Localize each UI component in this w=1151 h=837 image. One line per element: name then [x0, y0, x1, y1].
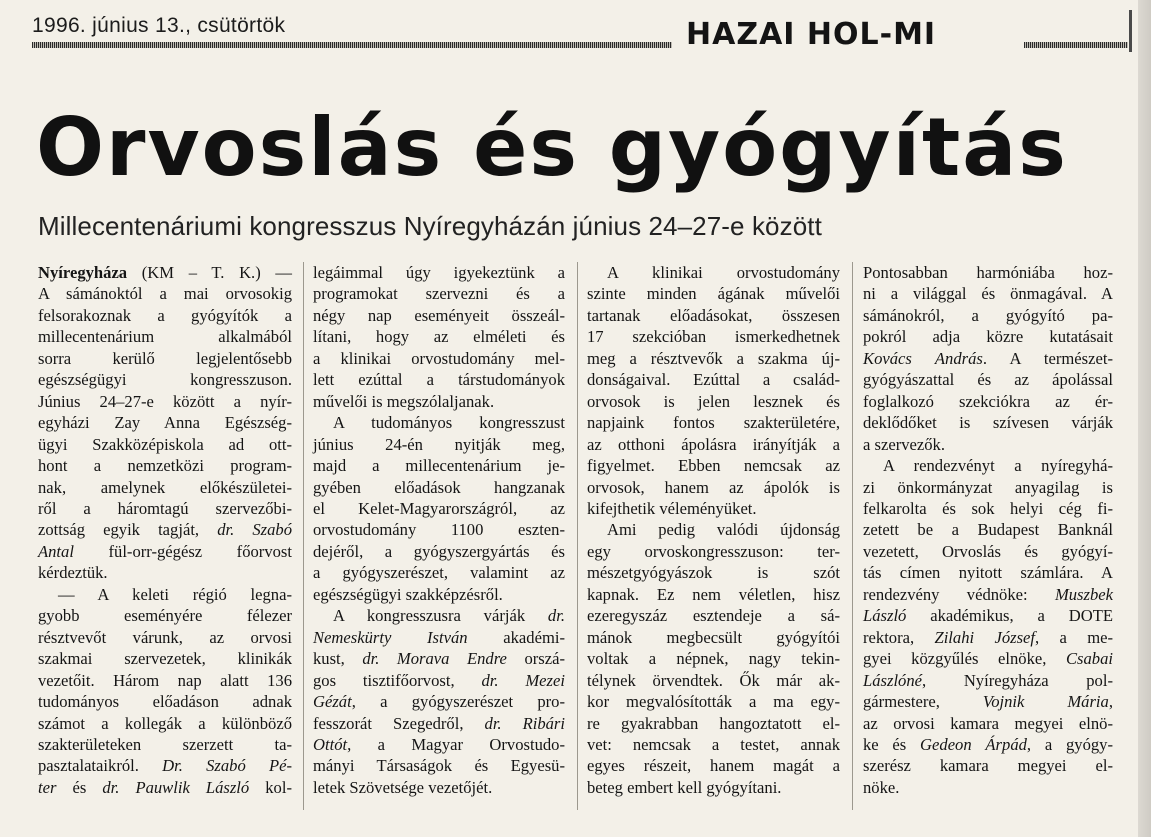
article-column-1	[38, 262, 292, 798]
article-text-line: dejéről, a gyógyszergyártás és	[313, 541, 565, 561]
article-text-line: Antal fül-orr-gégész főorvost	[38, 541, 292, 561]
article-text-line: A klinikai orvostudomány	[607, 263, 840, 282]
article-text-line: rendezvény védnöke: Muszbek	[863, 584, 1113, 604]
article-text-line: vet: nemcsak a testet, annak	[587, 734, 840, 754]
article-text-line: gyógyászattal és az ápolással	[863, 370, 1113, 390]
article-text-line: zetett be a Budapest Banknál	[863, 520, 1113, 540]
article-text-line: László akadémikus, a DOTE	[863, 606, 1113, 626]
article-text-line: Gézát, a gyógyszerészet pro-	[313, 692, 565, 712]
article-text-line: kapnak. Ez nem véletlen, hisz	[587, 584, 840, 604]
article-text-line: re gyakrabban hangoztatott el-	[587, 713, 840, 733]
article-text-line: A tudományos kongresszust	[333, 413, 565, 433]
article-text-line: letek Szövetsége vezetőjét.	[313, 777, 493, 797]
article-text-line: sorra kerülő legjelentősebb	[38, 348, 292, 368]
article-text-line: szakterületeken szerzett ta-	[38, 734, 292, 754]
article-text-line: tudományos előadáson adnak	[38, 692, 292, 712]
article-text-line: meg a résztvevők a szakma új-	[587, 348, 840, 368]
article-text-line: beteg embert kell gyógyítani.	[587, 777, 782, 797]
article-text-line: — A keleti régió legna-	[58, 584, 292, 604]
article-text-line: kifejthetik véleményüket.	[587, 498, 757, 518]
article-text-line: a gyógyszerészet, valamint az	[313, 563, 565, 583]
article-text-line: nöke.	[863, 777, 900, 797]
article-text-line: pasztalataikról. Dr. Szabó Pé-	[38, 756, 292, 776]
article-text-line: ter és dr. Pauwlik László kol-	[38, 777, 292, 797]
article-text-line: gos tisztifőorvost, dr. Mezei	[313, 670, 565, 690]
article-text-line: programokat szervezni és a	[313, 284, 565, 304]
article-text-line: vezetőit. Három nap alatt 136	[38, 670, 292, 690]
article-text-line: egészségügyi szakképzésről.	[313, 584, 503, 604]
article-text-line: Lászlóné, Nyíregyháza pol-	[863, 670, 1113, 690]
article-text-line: négy nap eseményeit összeál-	[313, 305, 565, 325]
article-text-line: művelői is megszólaljanak.	[313, 391, 495, 411]
column-divider	[303, 262, 304, 810]
article-text-line: gármestere, Vojnik Mária,	[863, 692, 1113, 712]
article-text-line: rektora, Zilahi József, a me-	[863, 627, 1113, 647]
article-text-line: donságaival. Ezúttal a család-	[587, 370, 840, 390]
article-text-line: voltak a népnek, nagy tekin-	[587, 649, 840, 669]
article-text-line: orvosok is jelen lesznek és	[587, 391, 840, 411]
article-text-line: mészetgyógyászok is szót	[587, 563, 840, 583]
article-text-line: el Kelet-Magyarországról, az	[313, 498, 565, 518]
article-text-line: szinte minden ágának művelői	[587, 284, 840, 304]
article-text-line: tartanak előadásokat, összesen	[587, 305, 840, 325]
article-text-line: fesszorát Szegedről, dr. Ribári	[313, 713, 566, 733]
article-text-line: millecentenárium alkalmából	[38, 327, 292, 347]
article-text-line: hont a nemzetközi program-	[38, 456, 292, 476]
article-text-line: egyházi Zay Anna Egészség-	[38, 413, 292, 433]
article-text-line: Június 24–27-e között a nyír-	[38, 391, 292, 411]
article-subheadline: Millecentenáriumi kongresszus Nyíregyházán június 24–27-e között	[38, 211, 822, 241]
article-text-line: ni a világgal és önmagával. A	[863, 284, 1113, 304]
article-headline: Orvoslás és gyógyítás	[36, 101, 1068, 194]
article-text-line: szerész kamara megyei el-	[863, 756, 1113, 776]
section-title: HAZAI HOL-MI	[686, 17, 937, 52]
article-text-line: az otthoni ápolásra irányítják a	[587, 434, 840, 454]
article-text-line: nak, amelynek előkészületei-	[38, 477, 292, 497]
article-text-line: pokról adja közre kutatásait	[863, 327, 1113, 347]
article-text-line: mányi Társaságok és Egyesü-	[313, 756, 565, 776]
article-text-line: felsorakoznak a gyógyítók a	[38, 305, 292, 325]
article-text-line: kérdeztük.	[38, 563, 108, 583]
article-text-line: gyobb eseményére félezer	[38, 606, 292, 626]
article-text-line: napjaink fontos szakterületére,	[587, 413, 840, 433]
article-text-line: legáimmal úgy igyekeztünk a	[313, 263, 565, 282]
article-text-line: ke és Gedeon Árpád, a gyógy-	[863, 734, 1113, 754]
article-text-line: az orvosi kamara megyei elnö-	[863, 713, 1113, 733]
article-text-line: lett ezúttal a társtudományok	[313, 370, 565, 390]
article-text-line: számot a kollegák a különböző	[38, 713, 292, 733]
article-text-line: szakmai szervezetek, klinikák	[38, 649, 292, 669]
article-text-line: június 24-én nyitják meg,	[313, 434, 565, 454]
article-text-line: Nyíregyháza (KM – T. K.) —	[38, 263, 292, 282]
article-text-line: Kovács András. A természet-	[863, 348, 1113, 368]
article-text-line: zi önkormányzat anyagilag is	[863, 477, 1113, 497]
article-text-line: egy orvoskongresszuson: ter-	[587, 541, 840, 561]
article-text-line: foglalkozó szekciókra az ér-	[863, 391, 1113, 411]
article-column-3	[587, 262, 840, 798]
article-text-line: egyes részeit, hanem magát a	[587, 756, 840, 776]
header-vertical-rule	[1129, 10, 1132, 52]
header-rule-left	[32, 42, 672, 48]
article-text-line: Pontosabban harmóniába hoz-	[863, 263, 1113, 282]
article-text-line: kust, dr. Morava Endre orszá-	[313, 649, 565, 669]
article-text-line: felkarolta és sok helyi cég fi-	[863, 498, 1113, 518]
article-text-line: kor megvalósították a ma egy-	[587, 692, 840, 712]
article-text-line: lítani, hogy az elméleti és	[313, 327, 565, 347]
article-text-line: orvosok, hanem az ápolók is	[587, 477, 840, 497]
article-column-4	[863, 262, 1113, 798]
article-text-line: vezetett, Orvoslás és gyógyí-	[863, 541, 1113, 561]
article-text-line: A sámánoktól a mai orvosokig	[38, 284, 292, 304]
article-text-line: Ami pedig valódi újdonság	[607, 520, 840, 540]
article-text-line: a klinikai orvostudomány mel-	[313, 348, 565, 368]
article-text-line: mánok megbecsült gyógyítói	[587, 627, 840, 647]
article-text-line: figyelmet. Ebben nemcsak az	[587, 456, 840, 476]
scan-edge	[1138, 0, 1151, 837]
article-text-line: résztvevőt várunk, az orvosi	[38, 627, 292, 647]
column-divider	[577, 262, 578, 810]
article-text-line: egészségügyi kongresszuson.	[38, 370, 292, 390]
article-text-line: zottság egyik tagját, dr. Szabó	[38, 520, 292, 540]
article-text-line: orvostudomány 1100 eszten-	[313, 520, 565, 540]
article-column-2	[313, 262, 565, 798]
article-text-line: gyei közgyűlés elnöke, Csabai	[863, 649, 1113, 669]
article-text-line: sámánokról, a gyógyító pa-	[863, 305, 1113, 325]
article-text-line: A rendezvényt a nyíregyhá-	[883, 456, 1113, 476]
article-text-line: A kongresszusra várják dr.	[333, 606, 565, 626]
article-text-line: tás címen nyitott számlára. A	[863, 563, 1113, 583]
article-text-line: ezeregyszáz esztendeje a sá-	[587, 606, 840, 626]
column-divider	[852, 262, 853, 810]
article-text-line: ügyi Szakközépiskola ad ott-	[38, 434, 292, 454]
article-text-line: a szervezők.	[863, 434, 945, 454]
issue-date: 1996. június 13., csütörtök	[32, 14, 286, 37]
article-text-line: majd a millecentenárium je-	[313, 456, 565, 476]
article-text-line: télynek örvendtek. Ők már ak-	[587, 670, 840, 690]
article-text-line: gyében előadások hangzanak	[313, 477, 565, 497]
article-text-line: deklődőket is szívesen várják	[863, 413, 1113, 433]
article-text-line: 17 szekcióban ismerkedhetnek	[587, 327, 840, 347]
article-text-line: Nemeskürty István akadémi-	[313, 627, 565, 647]
article-text-line: ről a háromtagú szervezőbi-	[38, 498, 292, 518]
article-text-line: Ottót, a Magyar Orvostudo-	[313, 734, 565, 754]
header-rule-right	[1024, 42, 1128, 48]
